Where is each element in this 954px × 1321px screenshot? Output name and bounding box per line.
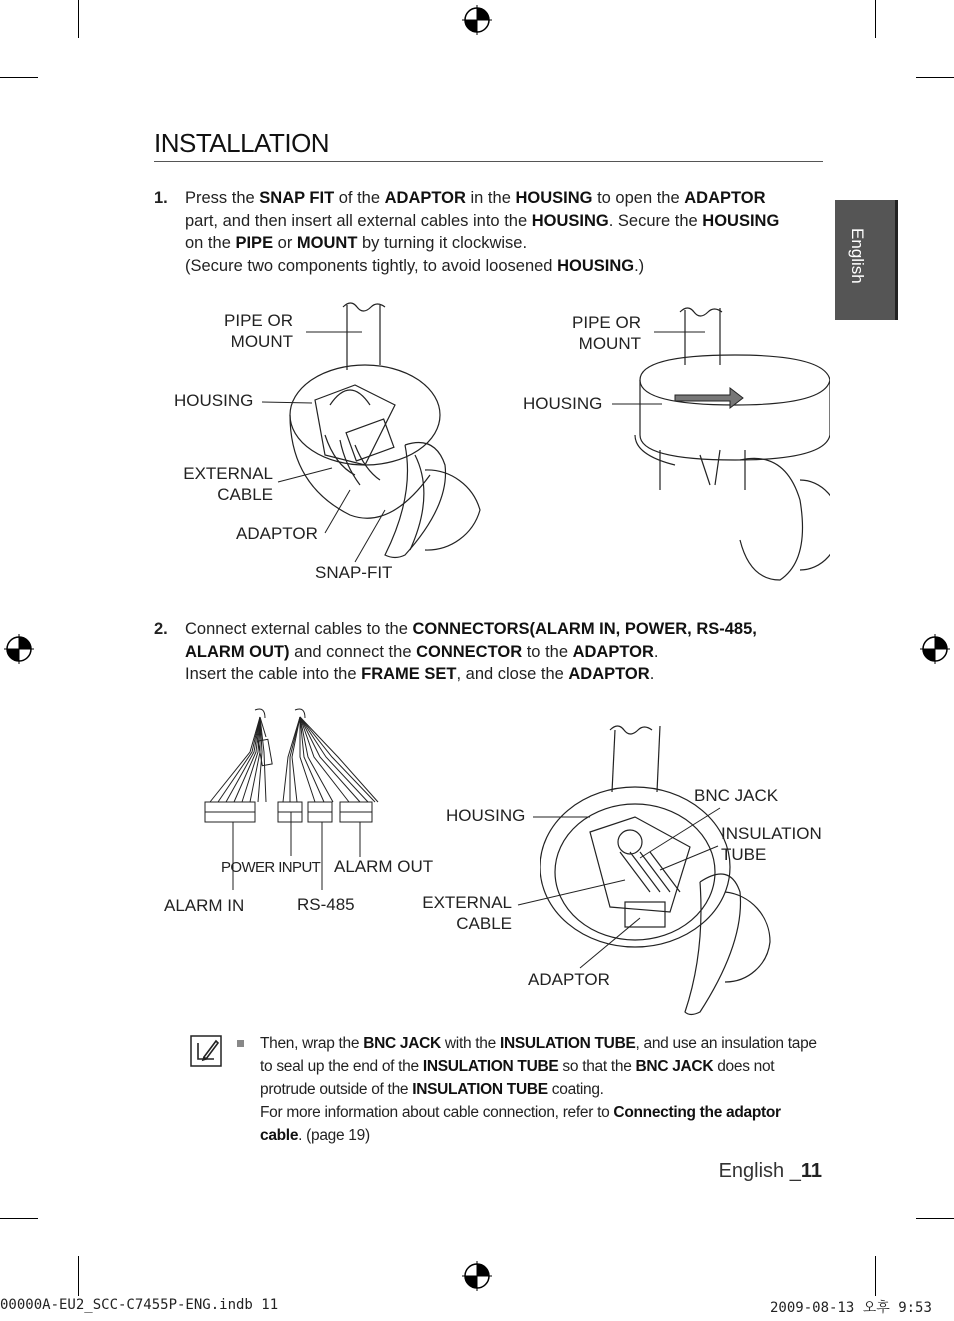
step-2-line: Connect external cables to the CONNECTORS(ALARM IN, POWER, RS-485, [185,620,757,638]
step-1-line: Press the SNAP FIT of the ADAPTOR in the HOUSING to open the ADAPTOR [185,189,766,207]
note-pencil-icon [190,1035,222,1067]
label-adaptor: ADAPTOR [528,970,610,989]
label-alarm-in: ALARM IN [164,896,245,915]
note-line: For more information about cable connection, refer to Connecting the adaptor [260,1104,781,1121]
label-housing: HOUSING [174,391,254,410]
step-2-line: Insert the cable into the FRAME SET, and close the ADAPTOR. [185,665,655,683]
step-1-line: part, and then insert all external cables into the HOUSING. Secure the HOUSING [185,211,780,230]
label-alarm-out: ALARM OUT [334,857,434,876]
note-line: Then, wrap the BNC JACK with the INSULATION TUBE, and use an insulation tape [260,1035,817,1052]
step-1-line: (Secure two components tightly, to avoid loosened HOUSING.) [185,256,645,275]
step-2-line: ALARM OUT) and connect the CONNECTOR to the ADAPTOR. [185,642,659,661]
side-tab-label: English [848,228,867,284]
step-2-number: 2. [154,620,168,638]
print-file-info: 00000A-EU2_SCC-C7455P-ENG.indb 11 [0,1297,279,1313]
note-bullet [237,1040,244,1047]
label-pipe-or-mount: PIPE OR MOUNT [224,311,293,351]
label-housing: HOUSING [446,806,526,825]
label-external-cable: EXTERNAL CABLE [422,893,512,933]
note-text [260,1032,822,1147]
label-insulation-tube: INSULATION TUBE [721,824,822,864]
label-adaptor: ADAPTOR [236,524,318,543]
page-title: INSTALLATION [154,128,330,158]
label-external-cable: EXTERNAL CABLE [183,464,273,504]
label-power-input: POWER INPUT [221,859,321,876]
label-housing: HOUSING [523,394,603,413]
step-1-number: 1. [154,189,168,207]
step-1-line: on the PIPE or MOUNT by turning it clockwise. [185,234,528,252]
note-line: protrude outside of the INSULATION TUBE coating. [260,1081,604,1098]
print-timestamp: 2009-08-13 오후 9:53 [770,1300,932,1316]
note-line: cable. (page 19) [260,1127,370,1144]
label-rs-485: RS-485 [297,895,355,914]
label-snap-fit: SNAP-FIT [315,563,393,582]
label-bnc-jack: BNC JACK [694,786,779,805]
note-line: to seal up the end of the INSULATION TUBE so that the BNC JACK does not [260,1058,775,1075]
page-number: English _11 [718,1160,822,1182]
label-pipe-or-mount: PIPE OR MOUNT [572,313,641,353]
